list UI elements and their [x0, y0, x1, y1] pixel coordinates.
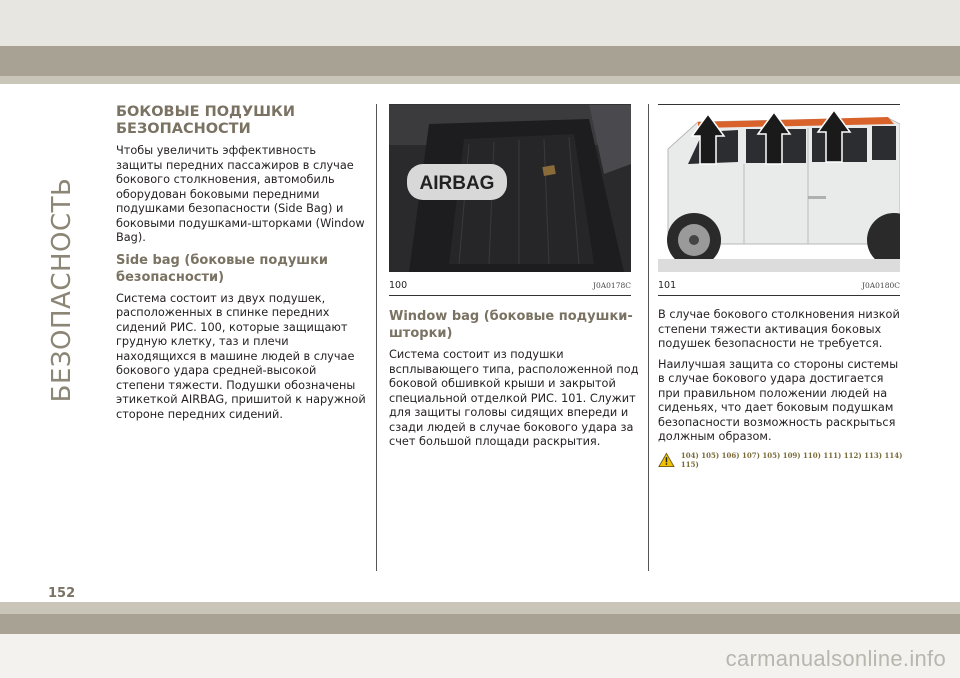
low-severity-paragraph: В случае бокового столкновения низкой степени тяжести активация боковых подушек безопасности не требуется.: [658, 308, 900, 350]
figure-seat-airbag: [389, 104, 631, 272]
figure-number: 100: [389, 280, 408, 291]
best-protection-paragraph: Наилучшая защита со стороны системы в случае бокового удара достигается при правильном положении людей на сиденьях, что дает боковым подушкам безопасности возможность раскрыться должным образом.: [658, 357, 899, 443]
column-3: [658, 104, 908, 469]
figure-code: J0A0180C: [861, 281, 900, 290]
top-band-light: [0, 0, 960, 46]
figure-caption-100: [389, 280, 631, 296]
watermark-text: carmanualsonline.info: [725, 646, 946, 671]
side-bag-paragraph: Система состоит из двух подушек, расположенных в спинке передних сидений РИС. 100, которые защищают грудную клетку, таз и плечи находящихся в машине людей в случае бокового удара средней-высокой степени тяжести. Подушки обозначены этикеткой AIRBAG, пришитой к наружной стороне передних сидений.: [116, 291, 366, 421]
airbag-tag-text: AIRBAG: [419, 173, 495, 194]
figure-car-window-bag: [658, 104, 900, 272]
page-number: 152: [48, 586, 76, 601]
section-side-label: БЕЗОПАСНОСТЬ: [47, 177, 77, 403]
window-bag-paragraph: Система состоит из подушки всплывающего типа, расположенной под боковой обшивкой крыши и закрытой специальной отделкой РИС. 101. Служит для защиты головы сидящих впереди и сзади людей в случае бокового удара за счет большой площади раскрытия.: [389, 348, 639, 448]
car-image: [658, 104, 900, 272]
window-bag-subheading: Window bag (боковые подушки-шторки): [389, 309, 633, 341]
figure-code: J0A0178C: [592, 281, 631, 290]
seat-image: [389, 104, 631, 272]
top-band-dark: [0, 46, 960, 76]
warning-triangle-icon: [658, 452, 675, 468]
section-heading: БОКОВЫЕ ПОДУШКИ БЕЗОПАСНОСТИ: [116, 104, 296, 137]
column-divider-2: [648, 104, 649, 571]
warning-references: [658, 451, 908, 469]
intro-paragraph: Чтобы увеличить эффективность защиты передних пассажиров в случае бокового столкновения, автомобиль оборудован боковыми передними подушками безопасности (Side Bag) и боковыми подушками-шторками (Window Bag).: [116, 144, 365, 244]
bottom-band-light: [0, 602, 960, 614]
column-divider-1: [376, 104, 377, 571]
warning-refs-text: 104) 105) 106) 107) 105) 109) 110) 111) 112) 113) 114) 115): [680, 450, 903, 469]
column-1: [116, 104, 366, 422]
top-band-line: [0, 76, 960, 84]
bottom-band-dark: [0, 614, 960, 634]
figure-caption-101: [658, 280, 900, 296]
column-2: [389, 104, 639, 450]
figure-number: 101: [658, 280, 677, 291]
side-bag-subheading: Side bag (боковые подушки безопасности): [116, 252, 329, 285]
